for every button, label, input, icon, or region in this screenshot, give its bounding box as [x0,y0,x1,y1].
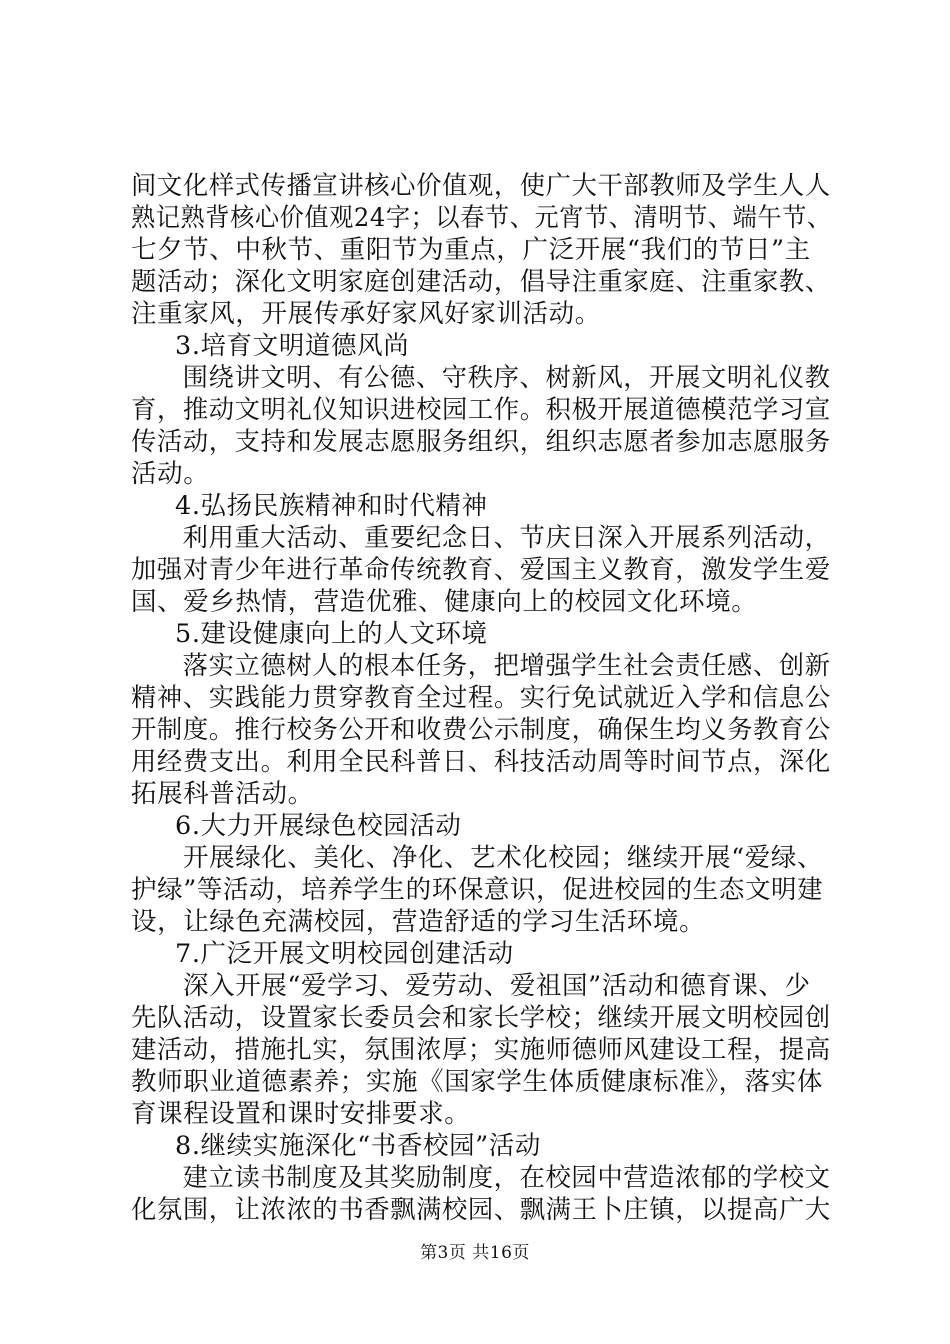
text-line: 教师职业道德素养；实施《国家学生体质健康标准》，落实体 [131,1067,823,1097]
text-line: 建活动，措施扎实，氛围浓厚；实施师德师风建设工程，提高 [131,1035,831,1065]
text-line: 注重家风，开展传承好家风好家训活动。 [131,299,601,329]
section-heading: 6.大力开展绿色校园活动 [175,811,462,841]
text-line: 加强对青少年进行革命传统教育、爱国主义教育，激发学生爱 [131,555,831,585]
text-line: 化氛围，让浓浓的书香飘满校园、飘满王卜庄镇，以提高广大 [131,1195,831,1225]
text-line: 利用重大活动、重要纪念日、节庆日深入开展系列活动， [182,523,831,553]
text-line: 熟记熟背核心价值观24字；以春节、元宵节、清明节、端午节、 [131,203,832,233]
text-line: 护绿”等活动，培养学生的环保意识，促进校园的生态文明建 [131,875,824,905]
text-line: 建立读书制度及其奖励制度，在校园中营造浓郁的学校文 [182,1163,831,1193]
text-line: 用经费支出。利用全民科普日、科技活动周等时间节点，深化 [131,747,831,777]
text-line: 拓展科普活动。 [131,779,314,809]
text-line: 精神、实践能力贯穿教育全过程。实行免试就近入学和信息公 [131,683,831,713]
page-footer: 第3页 共16页 [420,1243,530,1263]
text-line: 题活动；深化文明家庭创建活动，倡导注重家庭、注重家教、 [131,267,831,297]
text-line: 育课程设置和课时安排要求。 [131,1099,471,1129]
section-heading: 7.广泛开展文明校园创建活动 [175,939,514,969]
text-line: 设，让绿色充满校园，营造舒适的学习生活环境。 [131,907,706,937]
section-heading: 5.建设健康向上的人文环境 [175,619,488,649]
text-line: 先队活动，设置家长委员会和家长学校；继续开展文明校园创 [131,1003,831,1033]
text-line: 围绕讲文明、有公德、守秩序、树新风，开展文明礼仪教 [182,363,831,393]
text-line: 传活动，支持和发展志愿服务组织，组织志愿者参加志愿服务 [131,427,831,457]
text-line: 落实立德树人的根本任务，把增强学生社会责任感、创新 [182,651,831,681]
text-line: 七夕节、中秋节、重阳节为重点，广泛开展“我们的节日”主 [131,235,811,265]
text-line: 开制度。推行校务公开和收费公示制度，确保生均义务教育公 [131,715,831,745]
text-line: 国、爱乡热情，营造优雅、健康向上的校园文化环境。 [131,587,758,617]
section-heading: 3.培育文明道德风尚 [175,331,410,361]
document-body [131,170,831,1226]
section-heading: 8.继续实施深化“书香校园”活动 [175,1131,542,1161]
text-line: 活动。 [131,459,210,489]
text-line: 间文化样式传播宣讲核心价值观，使广大干部教师及学生人人 [131,171,831,201]
text-line: 开展绿化、美化、净化、艺术化校园；继续开展“爱绿、 [183,843,824,873]
section-heading: 4.弘扬民族精神和时代精神 [175,491,488,521]
text-line: 深入开展“爱学习、爱劳动、爱祖国”活动和德育课、少 [183,971,811,1001]
text-line: 育，推动文明礼仪知识进校园工作。积极开展道德模范学习宣 [131,395,831,425]
